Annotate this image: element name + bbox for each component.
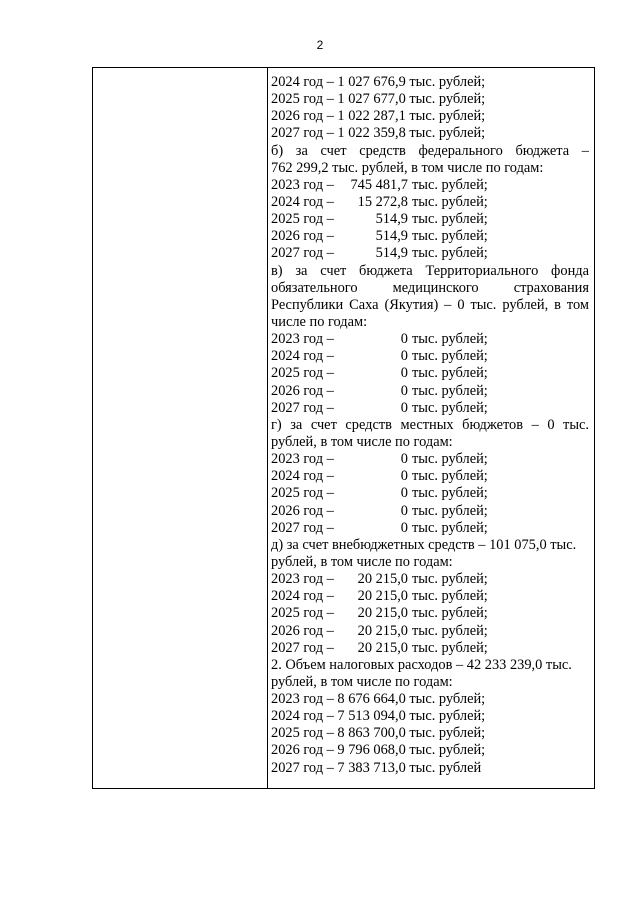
year-label: 2023 год – bbox=[271, 571, 334, 588]
year-label: 2026 год – bbox=[271, 382, 334, 399]
amount-value: 514,9 bbox=[375, 211, 408, 228]
year-label: 2024 год – bbox=[271, 193, 334, 210]
tax-year-line: 2025 год – 8 863 700,0 тыс. рублей; bbox=[271, 725, 486, 742]
unit-label: тыс. рублей; bbox=[412, 571, 488, 588]
amount-value: 0 bbox=[400, 382, 408, 399]
unit-label: тыс. рублей; bbox=[412, 193, 488, 210]
amount-value: 20 215,0 bbox=[357, 639, 408, 656]
extra-year-row bbox=[271, 605, 589, 622]
extra-year-row bbox=[271, 640, 589, 657]
local-heading-line: рублей, в том числе по годам: bbox=[271, 433, 453, 450]
year-label: 2027 год – bbox=[271, 399, 334, 416]
tfoms-year-row bbox=[271, 400, 589, 417]
amount-value: 0 bbox=[400, 348, 408, 365]
unit-label: тыс. рублей; bbox=[412, 519, 488, 536]
text-line: 2024 год – 1 027 676,9 тыс. рублей; bbox=[271, 74, 486, 90]
tax-heading-line: 2. Объем налоговых расходов – 42 233 239,0 тыс. bbox=[271, 656, 572, 673]
local-year-row bbox=[271, 485, 589, 502]
unit-label: тыс. рублей; bbox=[412, 245, 488, 262]
year-label: 2025 год – bbox=[271, 211, 334, 228]
year-label: 2026 год – bbox=[271, 228, 334, 245]
amount-value: 20 215,0 bbox=[357, 622, 408, 639]
year-label: 2027 год – bbox=[271, 245, 334, 262]
unit-label: тыс. рублей; bbox=[412, 348, 488, 365]
funding-text-cell bbox=[271, 74, 589, 777]
federal-year-row bbox=[271, 228, 589, 245]
unit-label: тыс. рублей; bbox=[412, 639, 488, 656]
year-label: 2026 год – bbox=[271, 502, 334, 519]
tax-heading-line: рублей, в том числе по годам: bbox=[271, 673, 453, 690]
tax-year-line: 2026 год – 9 796 068,0 тыс. рублей; bbox=[271, 742, 486, 759]
unit-label: тыс. рублей; bbox=[412, 588, 488, 605]
document-table bbox=[92, 67, 595, 789]
amount-value: 514,9 bbox=[375, 228, 408, 245]
amount-value: 15 272,8 bbox=[357, 193, 408, 210]
local-year-row bbox=[271, 451, 589, 468]
local-year-row bbox=[271, 503, 589, 520]
text-line: 2027 год – 1 022 359,8 тыс. рублей; bbox=[271, 125, 486, 142]
local-heading-line: г) за счет средств местных бюджетов – 0 тыс. bbox=[271, 416, 589, 433]
local-year-row bbox=[271, 520, 589, 537]
federal-year-row bbox=[271, 194, 589, 211]
amount-value: 0 bbox=[400, 331, 408, 348]
amount-value: 0 bbox=[400, 365, 408, 382]
year-label: 2023 год – bbox=[271, 331, 334, 348]
year-label: 2024 год – bbox=[271, 348, 334, 365]
year-label: 2025 год – bbox=[271, 485, 334, 502]
extra-heading-line: д) за счет внебюджетных средств – 101 075,0 тыс. bbox=[271, 536, 577, 553]
unit-label: тыс. рублей; bbox=[412, 468, 488, 485]
tfoms-heading-line: в) за счет бюджета Территориального фонда bbox=[271, 262, 589, 279]
unit-label: тыс. рублей; bbox=[412, 485, 488, 502]
unit-label: тыс. рублей; bbox=[412, 176, 488, 193]
unit-label: тыс. рублей; bbox=[412, 399, 488, 416]
tfoms-year-row bbox=[271, 383, 589, 400]
amount-value: 745 481,7 bbox=[350, 176, 408, 193]
tax-year-line: 2023 год – 8 676 664,0 тыс. рублей; bbox=[271, 691, 486, 708]
year-label: 2027 год – bbox=[271, 639, 334, 656]
amount-value: 20 215,0 bbox=[357, 588, 408, 605]
year-label: 2025 год – bbox=[271, 365, 334, 382]
unit-label: тыс. рублей; bbox=[412, 382, 488, 399]
amount-value: 20 215,0 bbox=[357, 605, 408, 622]
year-label: 2023 год – bbox=[271, 451, 334, 468]
amount-value: 0 bbox=[400, 468, 408, 485]
extra-year-row bbox=[271, 571, 589, 588]
local-year-row bbox=[271, 468, 589, 485]
federal-total-line: 762 299,2 тыс. рублей, в том числе по годам: bbox=[271, 159, 544, 176]
tfoms-year-row bbox=[271, 365, 589, 382]
year-label: 2025 год – bbox=[271, 605, 334, 622]
year-label: 2027 год – bbox=[271, 519, 334, 536]
federal-year-row bbox=[271, 211, 589, 228]
extra-year-row bbox=[271, 623, 589, 640]
year-label: 2023 год – bbox=[271, 176, 334, 193]
amount-value: 0 bbox=[400, 399, 408, 416]
tfoms-heading-line: обязательного медицинского страхования bbox=[271, 279, 589, 296]
year-label: 2024 год – bbox=[271, 588, 334, 605]
federal-year-row bbox=[271, 245, 589, 262]
amount-value: 514,9 bbox=[375, 245, 408, 262]
amount-value: 0 bbox=[400, 485, 408, 502]
unit-label: тыс. рублей; bbox=[412, 228, 488, 245]
federal-year-row bbox=[271, 177, 589, 194]
amount-value: 0 bbox=[400, 451, 408, 468]
tfoms-year-row bbox=[271, 331, 589, 348]
unit-label: тыс. рублей; bbox=[412, 331, 488, 348]
extra-heading-line: рублей, в том числе по годам: bbox=[271, 553, 453, 570]
tfoms-heading-line: Республики Саха (Якутия) – 0 тыс. рублей, в том bbox=[271, 296, 589, 313]
amount-value: 0 bbox=[400, 502, 408, 519]
federal-heading-line: б) за счет средств федерального бюджета – bbox=[271, 142, 589, 159]
year-label: 2026 год – bbox=[271, 622, 334, 639]
page-number: 2 bbox=[316, 38, 324, 52]
amount-value: 20 215,0 bbox=[357, 571, 408, 588]
unit-label: тыс. рублей; bbox=[412, 605, 488, 622]
amount-value: 0 bbox=[400, 519, 408, 536]
unit-label: тыс. рублей; bbox=[412, 211, 488, 228]
unit-label: тыс. рублей; bbox=[412, 622, 488, 639]
text-line: 2025 год – 1 027 677,0 тыс. рублей; bbox=[271, 91, 486, 108]
tax-year-line: 2027 год – 7 383 713,0 тыс. рублей bbox=[271, 759, 482, 776]
unit-label: тыс. рублей; bbox=[412, 365, 488, 382]
unit-label: тыс. рублей; bbox=[412, 502, 488, 519]
column-divider bbox=[267, 68, 268, 788]
tfoms-heading-line: числе по годам: bbox=[271, 313, 368, 330]
tfoms-year-row bbox=[271, 348, 589, 365]
extra-year-row bbox=[271, 588, 589, 605]
year-label: 2024 год – bbox=[271, 468, 334, 485]
text-line: 2026 год – 1 022 287,1 тыс. рублей; bbox=[271, 108, 486, 125]
unit-label: тыс. рублей; bbox=[412, 451, 488, 468]
tax-year-line: 2024 год – 7 513 094,0 тыс. рублей; bbox=[271, 708, 486, 725]
